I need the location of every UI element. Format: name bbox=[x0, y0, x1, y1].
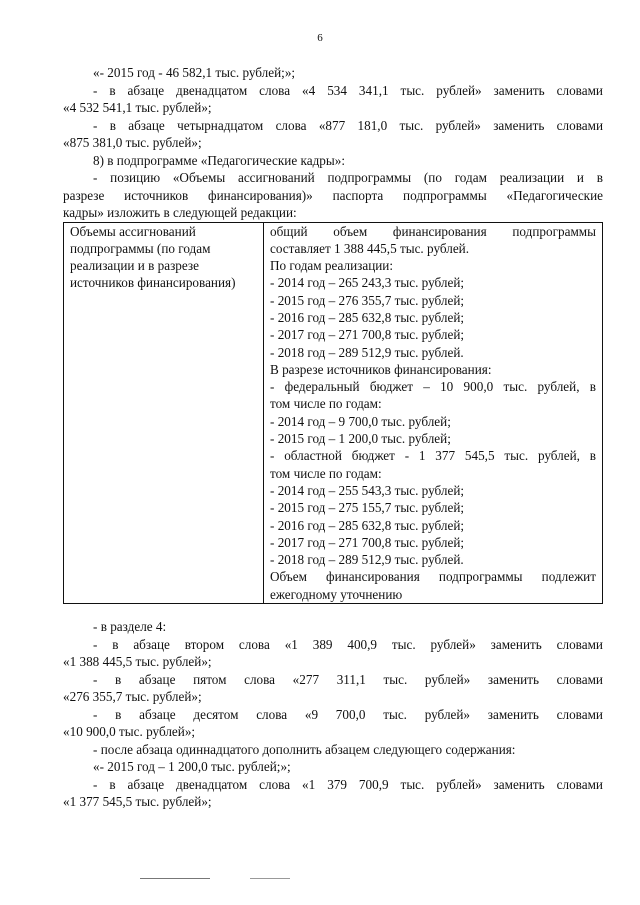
table-value-line: - 2017 год – 271 700,8 тыс. рублей; bbox=[270, 534, 465, 550]
table-value-line: том числе по годам: bbox=[270, 396, 382, 412]
funding-table bbox=[63, 222, 603, 605]
footer-rule bbox=[140, 878, 210, 879]
text-line: «875 381,0 тыс. рублей»; bbox=[63, 135, 202, 150]
text-line: - в абзаце двенадцатом слова «1 379 700,9 тыс. рублей» заменить словами bbox=[93, 776, 603, 792]
text-line: кадры» изложить в следующей редакции: bbox=[63, 205, 297, 220]
text-line: 8) в подпрограмме «Педагогические кадры»: bbox=[93, 152, 345, 168]
table-value-line: - 2016 год – 285 632,8 тыс. рублей; bbox=[270, 517, 465, 533]
table-label-line: подпрограммы (по годам bbox=[70, 240, 211, 256]
text-line: - в абзаце десятом слова «9 700,0 тыс. рублей» заменить словами bbox=[93, 706, 603, 722]
text-line: «- 2015 год – 1 200,0 тыс. рублей;»; bbox=[93, 759, 291, 775]
amendments-bottom bbox=[63, 618, 603, 811]
text-line: «4 532 541,1 тыс. рублей»; bbox=[63, 100, 212, 115]
table-value-line: том числе по годам: bbox=[270, 465, 382, 481]
text-line: «1 388 445,5 тыс. рублей»; bbox=[63, 654, 212, 670]
table-value-line: - 2015 год – 276 355,7 тыс. рублей; bbox=[270, 292, 465, 308]
text-line: «1 377 545,5 тыс. рублей»; bbox=[63, 794, 212, 810]
amendments-top bbox=[63, 64, 603, 222]
text-line: - в абзаце пятом слова «277 311,1 тыс. рублей» заменить словами bbox=[93, 671, 603, 687]
table-label-line: реализации и в разрезе bbox=[70, 257, 199, 273]
footer-rule-short bbox=[250, 878, 290, 879]
text-line: - в абзаце четырнадцатом слова «877 181,0 тыс. рублей» заменить словами bbox=[93, 117, 603, 133]
table-value-line: - 2015 год – 275 155,7 тыс. рублей; bbox=[270, 500, 465, 516]
document-body bbox=[63, 64, 603, 811]
table-value-line: - областной бюджет - 1 377 545,5 тыс. рублей, в bbox=[270, 448, 596, 464]
table-value-line: общий объем финансирования подпрограммы bbox=[270, 223, 596, 239]
table-value-line: - 2015 год – 1 200,0 тыс. рублей; bbox=[270, 431, 451, 447]
text-line: - в абзаце двенадцатом слова «4 534 341,1 тыс. рублей» заменить словами bbox=[93, 82, 603, 98]
table-value-line: Объем финансирования подпрограммы подлежит bbox=[270, 569, 596, 585]
table-value-line: По годам реализации: bbox=[270, 258, 394, 274]
table-value-line: - 2017 год – 271 700,8 тыс. рублей; bbox=[270, 327, 465, 343]
table-value-line: - 2018 год – 289 512,9 тыс. рублей. bbox=[270, 344, 464, 360]
text-line: - после абзаца одиннадцатого дополнить абзацем следующего содержания: bbox=[93, 741, 516, 757]
table-value-line: - 2014 год – 265 243,3 тыс. рублей; bbox=[270, 275, 465, 291]
text-line: разрезе источников финансирования)» паспорта подпрограммы «Педагогические bbox=[63, 187, 603, 203]
text-line: «276 355,7 тыс. рублей»; bbox=[63, 689, 202, 705]
text-line: «10 900,0 тыс. рублей»; bbox=[63, 724, 196, 740]
text-line: «- 2015 год - 46 582,1 тыс. рублей;»; bbox=[93, 65, 296, 80]
table-value-line: В разрезе источников финансирования: bbox=[270, 361, 492, 377]
table-label-line: Объемы ассигнований bbox=[70, 223, 196, 239]
page-number: 6 bbox=[317, 32, 323, 44]
table-value-line: - 2014 год – 9 700,0 тыс. рублей; bbox=[270, 413, 451, 429]
table-header-cell bbox=[64, 223, 264, 604]
text-line: - в абзаце втором слова «1 389 400,9 тыс. рублей» заменить словами bbox=[93, 636, 603, 652]
table-value-line: - 2016 год – 285 632,8 тыс. рублей; bbox=[270, 309, 465, 325]
table-value-line: - 2018 год – 289 512,9 тыс. рублей. bbox=[270, 552, 464, 568]
table-label-line: источников финансирования) bbox=[70, 274, 236, 290]
text-line: - в разделе 4: bbox=[93, 619, 167, 635]
text-line: - позицию «Объемы ассигнований подпрограммы (по годам реализации и в bbox=[93, 170, 603, 185]
table-value-line: - федеральный бюджет – 10 900,0 тыс. рублей, в bbox=[270, 379, 596, 395]
table-value-line: - 2014 год – 255 543,3 тыс. рублей; bbox=[270, 482, 465, 498]
table-value-line: ежегодному уточнению bbox=[270, 586, 403, 602]
table-value-line: составляет 1 388 445,5 тыс. рублей. bbox=[270, 240, 470, 256]
table-value-cell bbox=[264, 223, 602, 604]
